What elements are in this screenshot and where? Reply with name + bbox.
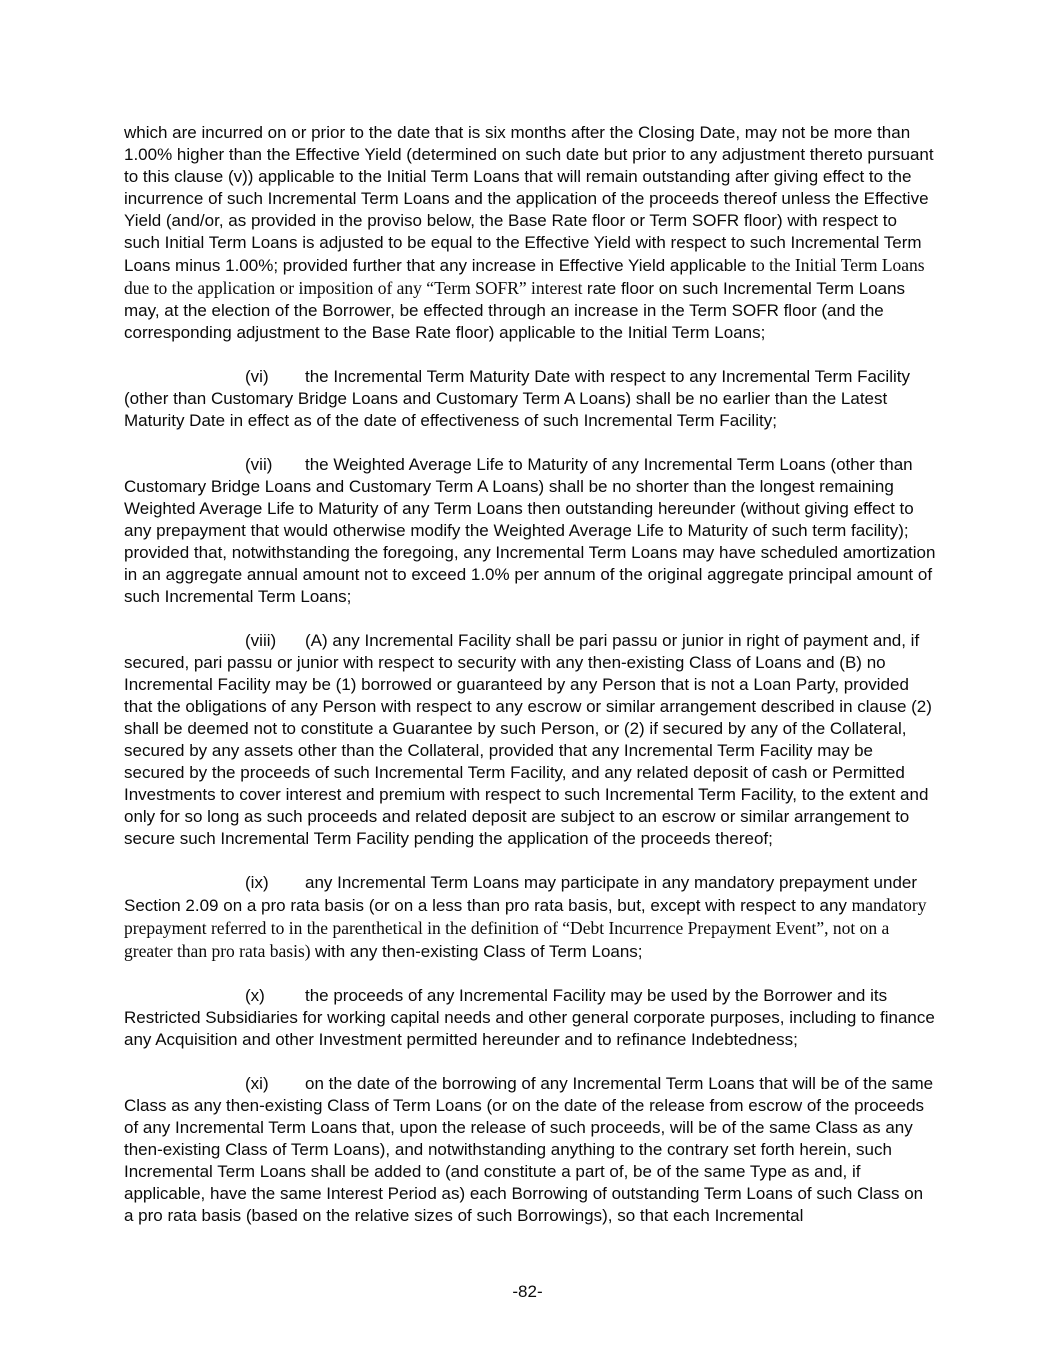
text-segment: to the Initial Term Loans due to the application or imposition of any “Term SOFR” interest [124, 255, 925, 298]
clause-paragraph [124, 630, 936, 850]
text-segment: (A) any Incremental Facility shall be pari passu or junior in right of payment and, if secured, pari passu or junior with respect to security with any then-existing Class of Loans and (B) no Incremental Facility may be (1) borrowed or guaranteed by any Person that is not a Loan Party, provided that the obligations of any Person with respect to any escrow or similar arrangement described in clause (2) shall be deemed not to constitute a Guarantee by such Person, or (2) if secured by any of the Collateral, secured by any assets other than the Collateral, provided that any Incremental Term Facility may be secured by the proceeds of such Incremental Term Facility, and any related deposit of cash or Permitted Investments to cover interest and premium with respect to such Incremental Term Facility, to the extent and only for so long as such proceeds and related deposit are subject to an escrow or similar arrangement to secure such Incremental Term Facility pending the application of the proceeds thereof; [124, 631, 932, 848]
clause-number: (x) [245, 986, 265, 1005]
clause-number: (xi) [245, 1074, 269, 1093]
clause-number: (ix) [245, 873, 269, 892]
clause-paragraph [124, 1073, 936, 1227]
text-segment: which are incurred on or prior to the date that is six months after the Closing Date, may not be more than 1.00% higher than the Effective Yield (determined on such date but prior to any adjustment thereto pursuant to this clause (v)) applicable to the Initial Term Loans that will remain outstanding after giving effect to the incurrence of such Incremental Term Loans and the application of the proceeds thereof unless the Effective Yield (and/or, as provided in the proviso below, the Base Rate floor or Term SOFR floor) with respect to such Initial Term Loans is adjusted to be equal to the Effective Yield with respect to such Incremental Term Loans minus 1.00%; provided further that any increase in Effective Yield applicable [124, 123, 934, 275]
text-segment: the proceeds of any Incremental Facility may be used by the Borrower and its Restricted Subsidiaries for working capital needs and other general corporate purposes, including to finance any Acquisition and other Investment permitted hereunder and to refinance Indebtedness; [124, 986, 935, 1049]
paragraph [124, 122, 936, 344]
text-segment: any Incremental Term Loans may participate in any mandatory prepayment under Section 2.09 on a pro rata basis (or on a less than pro rata basis, but, except with respect to any [124, 873, 918, 915]
text-segment: rate floor on such Incremental Term Loans may, at the election of the Borrower, be effected through an increase in the Term SOFR floor (and the corresponding adjustment to the Base Rate floor) applicable to the Initial Term Loans; [124, 279, 906, 342]
text-segment: with any then-existing Class of Term Loans; [314, 942, 643, 961]
document-body [124, 122, 936, 1249]
text-segment: the Weighted Average Life to Maturity of any Incremental Term Loans (other than Customary Bridge Loans and Customary Term A Loans) shall be no shorter than the longest remaining Weighted Average Life to Maturity of any Term Loans then outstanding hereunder (without giving effect to any prepayment that would otherwise modify the Weighted Average Life to Maturity of such term facility); provided that, notwithstanding the foregoing, any Incremental Term Loans may have scheduled amortization in an aggregate annual amount not to exceed 1.0% per annum of the original aggregate principal amount of such Incremental Term Loans; [124, 455, 936, 606]
text-segment: mandatory prepayment referred to in the parenthetical in the definition of “Debt Incurrence Prepayment Event”, not on a greater than pro rata basis) [124, 895, 927, 961]
clause-number: (viii) [245, 631, 277, 650]
text-segment: on the date of the borrowing of any Incremental Term Loans that will be of the same Class as any then-existing Class of Term Loans (or on the date of the release from escrow of the proceeds of any Incremental Term Loans that, upon the release of such proceeds, will be of the same Class as any then-existing Class of Term Loans), and notwithstanding anything to the contrary set forth herein, such Incremental Term Loans shall be added to (and constitute a part of, be of the same Type as and, if applicable, have the same Interest Period as) each Borrowing of outstanding Term Loans of such Class on a pro rata basis (based on the relative sizes of such Borrowings), so that each Incremental [124, 1074, 934, 1225]
text-segment: the Incremental Term Maturity Date with respect to any Incremental Term Facility (other than Customary Bridge Loans and Customary Term A Loans) shall be no earlier than the Latest Maturity Date in effect as of the date of effectiveness of such Incremental Term Facility; [124, 367, 910, 430]
clause-number: (vi) [245, 367, 269, 386]
clause-paragraph [124, 454, 936, 608]
clause-paragraph [124, 872, 936, 963]
page-number: -82- [512, 1282, 543, 1301]
clause-paragraph [124, 985, 936, 1051]
clause-number: (vii) [245, 455, 273, 474]
clause-paragraph [124, 366, 936, 432]
